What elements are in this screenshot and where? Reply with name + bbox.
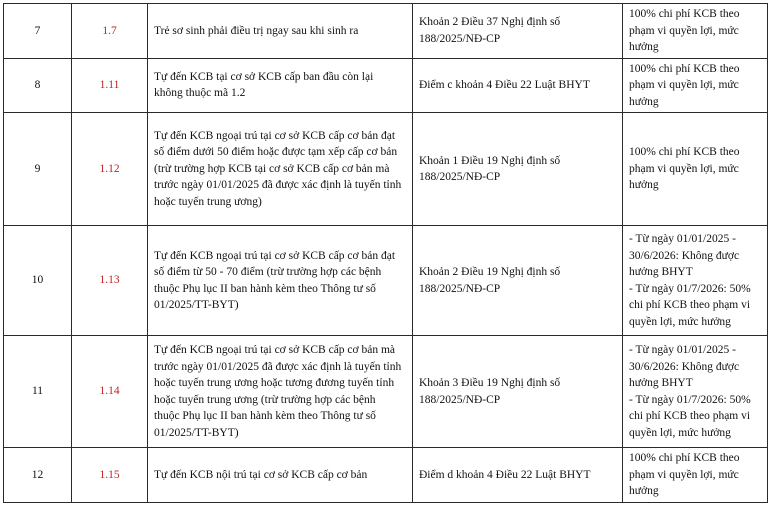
- benefit-line: chi phí KCB theo phạm vi: [629, 299, 751, 311]
- row-number-cell: 7: [4, 4, 72, 59]
- basis-line: Khoản 2 Điều 19 Nghị định số: [419, 266, 561, 278]
- benefit-level-cell: [623, 113, 768, 226]
- table-row: [4, 226, 768, 336]
- benefit-line: hưởng: [629, 41, 659, 53]
- benefit-line: - Từ ngày 01/01/2025 -: [629, 233, 736, 245]
- benefit-level-cell: [623, 336, 768, 448]
- desc-line: Trẻ sơ sinh phải điều trị ngay sau khi sinh ra: [154, 24, 359, 37]
- desc-line: hoặc tuyến trung ương (trừ trường hợp các bệnh: [154, 393, 376, 406]
- table-row: [4, 448, 768, 503]
- basis-line: 188/2025/NĐ-CP: [419, 282, 501, 295]
- table-row: [4, 4, 768, 59]
- desc-line: Tự đến KCB nội trú tại cơ sở KCB cấp cơ bản: [154, 468, 368, 481]
- desc-line: hoặc tuyến trung ương hoặc tương đương tuyến tỉnh: [154, 377, 395, 389]
- benefit-line: hưởng BHYT: [629, 377, 693, 389]
- benefit-code-cell: 1.13: [72, 226, 148, 336]
- table-row: [4, 113, 768, 226]
- basis-line: 188/2025/NĐ-CP: [419, 393, 501, 406]
- desc-line: 01/2025/TT-BYT): [154, 426, 239, 439]
- legal-basis-cell: [413, 448, 623, 503]
- benefit-code-cell: 1.12: [72, 113, 148, 226]
- benefit-line: phạm vi quyền lợi, mức: [629, 79, 739, 91]
- benefit-code-cell: 1.15: [72, 448, 148, 503]
- case-description-cell: [148, 113, 413, 226]
- benefit-line: hưởng: [629, 95, 659, 108]
- row-number-cell: 8: [4, 58, 72, 113]
- desc-line: Tự đến KCB tại cơ sở KCB cấp ban đầu còn lại: [154, 70, 374, 83]
- desc-line: số điểm dưới 50 điểm hoặc được tạm xếp cấp cơ bản: [154, 146, 398, 159]
- benefit-level-cell: [623, 58, 768, 113]
- basis-line: 188/2025/NĐ-CP: [419, 32, 501, 45]
- benefit-line: phạm vi quyền lợi, mức: [629, 24, 739, 37]
- desc-line: Tự đến KCB ngoại trú tại cơ sở KCB cấp cơ bản đạt: [154, 249, 396, 262]
- basis-line: 188/2025/NĐ-CP: [419, 171, 501, 183]
- benefit-line: - Từ ngày 01/7/2026: 50%: [629, 393, 751, 406]
- desc-line: trước ngày 01/01/2025 đã được xác định là tuyến tỉnh: [154, 360, 402, 373]
- case-description-cell: [148, 226, 413, 336]
- desc-line: trước ngày 01/01/2025 đã được xác định là tuyến tỉnh: [154, 179, 402, 192]
- row-number-cell: 10: [4, 226, 72, 336]
- benefit-line: phạm vi quyền lợi, mức: [629, 162, 739, 175]
- benefit-line: hưởng BHYT: [629, 266, 693, 278]
- legal-basis-cell: [413, 58, 623, 113]
- desc-line: 01/2025/TT-BYT): [154, 299, 239, 311]
- benefit-code-cell: 1.7: [72, 4, 148, 59]
- benefit-line: - Từ ngày 01/7/2026: 50%: [629, 282, 751, 295]
- legal-basis-cell: [413, 226, 623, 336]
- row-number-cell: 9: [4, 113, 72, 226]
- benefit-line: chi phí KCB theo phạm vi: [629, 410, 751, 422]
- benefit-line: hưởng: [629, 485, 659, 497]
- table-body: [4, 4, 768, 503]
- case-description-cell: [148, 4, 413, 59]
- desc-line: thuộc Phụ lục II ban hành kèm theo Thông tư số: [154, 410, 376, 422]
- benefit-line: quyền lợi, mức hưởng: [629, 426, 731, 439]
- benefit-line: - Từ ngày 01/01/2025 -: [629, 344, 736, 356]
- basis-line: Khoản 3 Điều 19 Nghị định số: [419, 377, 561, 389]
- desc-line: hoặc tuyến trung ương): [154, 195, 262, 208]
- desc-line: Tự đến KCB ngoại trú tại cơ sở KCB cấp cơ bản mà: [154, 344, 396, 356]
- basis-line: Điểm d khoản 4 Điều 22 Luật BHYT: [419, 468, 591, 481]
- benefit-line: 30/6/2026: Không được: [629, 249, 740, 262]
- row-number-cell: 12: [4, 448, 72, 503]
- row-number-cell: 11: [4, 336, 72, 448]
- basis-line: Điểm c khoản 4 Điều 22 Luật BHYT: [419, 79, 590, 91]
- table-row: [4, 58, 768, 113]
- desc-line: (trừ trường hợp KCB tại cơ sở KCB cấp cơ bản mà: [154, 162, 390, 175]
- benefit-code-table: [3, 3, 768, 503]
- benefit-line: phạm vi quyền lợi, mức: [629, 468, 739, 481]
- benefit-code-cell: 1.11: [72, 58, 148, 113]
- benefit-line: 100% chi phí KCB theo: [629, 452, 740, 464]
- benefit-code-cell: 1.14: [72, 336, 148, 448]
- basis-line: Khoản 2 Điều 37 Nghị định số: [419, 16, 561, 29]
- benefit-level-cell: [623, 226, 768, 336]
- desc-line: Tự đến KCB ngoại trú tại cơ sở KCB cấp cơ bản đạt: [154, 129, 396, 142]
- desc-line: thuộc Phụ lục II ban hành kèm theo Thông tư số: [154, 282, 376, 295]
- benefit-level-cell: [623, 448, 768, 503]
- legal-basis-cell: [413, 4, 623, 59]
- benefit-line: 100% chi phí KCB theo: [629, 62, 740, 75]
- case-description-cell: [148, 448, 413, 503]
- benefit-line: quyền lợi, mức hưởng: [629, 315, 731, 328]
- legal-basis-cell: [413, 336, 623, 448]
- case-description-cell: [148, 58, 413, 113]
- desc-line: số điểm từ 50 - 70 điểm (trừ trường hợp các bệnh: [154, 266, 382, 278]
- benefit-level-cell: [623, 4, 768, 59]
- table-row: [4, 336, 768, 448]
- desc-line: không thuộc mã 1.2: [154, 87, 246, 100]
- basis-line: Khoản 1 Điều 19 Nghị định số: [419, 154, 561, 167]
- benefit-line: 100% chi phí KCB theo: [629, 8, 740, 20]
- case-description-cell: [148, 336, 413, 448]
- benefit-line: hưởng: [629, 179, 659, 192]
- benefit-line: 30/6/2026: Không được: [629, 360, 740, 373]
- legal-basis-cell: [413, 113, 623, 226]
- benefit-line: 100% chi phí KCB theo: [629, 146, 740, 159]
